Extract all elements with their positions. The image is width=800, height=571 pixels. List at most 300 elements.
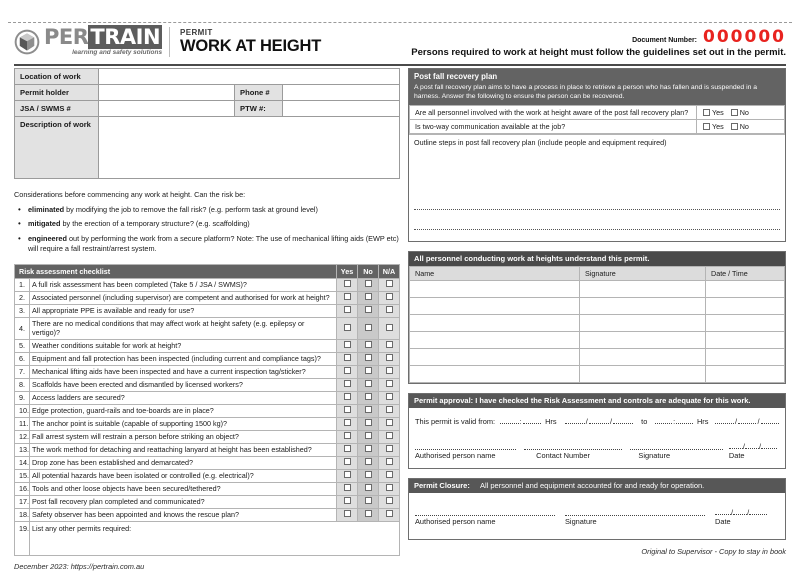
checklist-yes-cell — [337, 317, 358, 339]
checkbox-na[interactable] — [386, 432, 393, 439]
consideration-keyword: eliminated — [28, 204, 65, 214]
footer-left-text: December 2023: https://pertrain.com.au — [14, 561, 145, 571]
checkbox-no[interactable] — [365, 324, 372, 331]
checklist-na-cell — [379, 456, 400, 469]
checklist-yes-cell — [337, 352, 358, 365]
approval-signature-input[interactable] — [630, 441, 722, 450]
header-rule — [14, 64, 786, 66]
list-item — [14, 219, 400, 230]
checklist-item-number: 1. — [15, 278, 30, 291]
checklist-item-number: 8. — [15, 378, 30, 391]
personnel-signature-input[interactable] — [580, 314, 706, 331]
checklist-no-cell — [358, 482, 379, 495]
checklist-item-number: 17. — [15, 495, 30, 508]
checklist-item-text: Weather conditions suitable for work at height? — [30, 339, 337, 352]
checklist-item-text: Tools and other loose objects have been secured/tethered? — [30, 482, 337, 495]
checklist-no-cell — [358, 508, 379, 521]
checklist-row — [15, 317, 400, 339]
checklist-no-cell — [358, 304, 379, 317]
closure-date-day-input[interactable] — [715, 507, 731, 515]
checklist-na-cell — [379, 317, 400, 339]
checklist-item-number: 13. — [15, 443, 30, 456]
checkbox-yes[interactable] — [703, 109, 710, 116]
checklist-na-cell — [379, 352, 400, 365]
to-minute-input[interactable] — [676, 416, 693, 424]
permit-closure-subtitle: All personnel and equipment accounted for and ready for operation. — [479, 481, 705, 491]
checkbox-no[interactable] — [365, 367, 372, 374]
table-row — [410, 348, 785, 365]
checklist-yes-cell — [337, 378, 358, 391]
personnel-title: All personnel conducting work at heights understand this permit. — [409, 252, 785, 266]
checklist-row — [15, 469, 400, 482]
checkbox-yes[interactable] — [344, 471, 351, 478]
ptw-input[interactable] — [283, 101, 400, 117]
header-notice: Persons required to work at height must follow the guidelines set out in the permit. — [411, 47, 786, 58]
checklist-item-number: 5. — [15, 339, 30, 352]
checklist-row — [15, 278, 400, 291]
checkbox-yes[interactable] — [344, 406, 351, 413]
checklist-no-cell — [358, 430, 379, 443]
phone-input[interactable] — [283, 85, 400, 101]
checkbox-no[interactable] — [365, 280, 372, 287]
checklist-title: Risk assessment checklist — [15, 264, 337, 278]
approval-contact-caption: Contact Number — [536, 450, 590, 460]
table-row — [410, 105, 785, 119]
hrs-label-from: Hrs — [545, 416, 557, 426]
checklist-no-cell — [358, 443, 379, 456]
to-year-input[interactable] — [761, 416, 779, 424]
checkbox-yes[interactable] — [344, 458, 351, 465]
checkbox-yes[interactable] — [344, 341, 351, 348]
checklist-no-cell — [358, 291, 379, 304]
closure-name-caption: Authorised person name — [415, 516, 496, 526]
header-divider — [169, 27, 170, 57]
checklist-item-number: 10. — [15, 404, 30, 417]
approval-date-day-input[interactable] — [729, 441, 743, 449]
personnel-name-input[interactable] — [410, 365, 580, 382]
checklist-na-cell — [379, 443, 400, 456]
post-fall-header — [409, 69, 785, 105]
list-item — [14, 234, 400, 255]
checkbox-yes[interactable] — [344, 393, 351, 400]
approval-date-year-input[interactable] — [761, 441, 777, 449]
checklist-yes-cell — [337, 404, 358, 417]
checkbox-na[interactable] — [386, 380, 393, 387]
checklist-yes-cell — [337, 430, 358, 443]
checkbox-no[interactable] — [365, 458, 372, 465]
checkbox-na[interactable] — [386, 280, 393, 287]
permit-validity-row: This permit is valid from: : Hrs / / to : Hrs / / — [415, 416, 779, 426]
post-fall-title: Post fall recovery plan — [414, 72, 498, 81]
checkbox-yes[interactable] — [703, 123, 710, 130]
checklist-na-cell — [379, 469, 400, 482]
checklist-item-number: 11. — [15, 417, 30, 430]
permit-closure-title: Permit Closure: — [414, 481, 470, 491]
logo-word-train: TRAIN — [90, 25, 161, 50]
closure-date-caption: Date — [715, 516, 731, 526]
checklist-row — [15, 482, 400, 495]
checklist-no-cell — [358, 378, 379, 391]
checklist-row — [15, 404, 400, 417]
permit-approval-title: Permit approval: I have checked the Risk Assessment and controls are adequate for this work. — [409, 394, 785, 408]
checklist-no-cell — [358, 278, 379, 291]
personnel-datetime-input[interactable] — [706, 280, 785, 297]
checklist-na-cell — [379, 482, 400, 495]
personnel-datetime-input[interactable] — [706, 297, 785, 314]
post-fall-question-1: Are all personnel involved with the work at height aware of the post fall recovery plan? — [410, 105, 697, 119]
closure-name-input[interactable] — [415, 507, 555, 516]
checkbox-no[interactable] — [365, 510, 372, 517]
checklist-item-text: The anchor point is suitable (capable of supporting 1500 kg)? — [30, 417, 337, 430]
from-day-input[interactable] — [565, 416, 585, 424]
personnel-section — [408, 251, 786, 384]
checklist-row — [15, 456, 400, 469]
checkbox-yes[interactable] — [344, 419, 351, 426]
checklist-item-text: A full risk assessment has been completed (Take 5 / JSA / SWMS)? — [30, 278, 337, 291]
document-number-label: Document Number: — [632, 37, 698, 44]
checklist-item-number: 18. — [15, 508, 30, 521]
post-fall-description: A post fall recovery plan aims to have a process in place to retrieve a person who has fallen and is suspended in a harness. Answer the following to ensure the person can be recovered. — [414, 83, 758, 100]
checklist-item-text: All appropriate PPE is available and ready for use? — [30, 304, 337, 317]
from-month-input[interactable] — [589, 416, 609, 424]
checklist-row — [15, 339, 400, 352]
approval-date-month-input[interactable] — [745, 441, 759, 449]
checklist-item-text: Associated personnel (including supervisor) are competent and authorised for work at height? — [30, 291, 337, 304]
checkbox-no[interactable] — [731, 109, 738, 116]
from-minute-input[interactable] — [523, 416, 541, 424]
permit-holder-label: Permit holder — [15, 85, 99, 101]
checklist-item-text: Equipment and fall protection has been inspected (including current and compliance tags)? — [30, 352, 337, 365]
bullet-icon: • — [18, 204, 21, 214]
post-fall-question-2: Is two-way communication available at the job? — [410, 119, 697, 133]
checklist-yes-cell — [337, 469, 358, 482]
table-row — [15, 85, 400, 101]
personnel-header-row — [410, 266, 785, 280]
permit-closure-header — [409, 479, 785, 493]
description-of-work-label: Description of work — [15, 117, 99, 179]
checklist-na-cell — [379, 304, 400, 317]
checklist-row — [15, 352, 400, 365]
checkbox-no[interactable] — [365, 341, 372, 348]
personnel-datetime-input[interactable] — [706, 331, 785, 348]
checkbox-no[interactable] — [365, 354, 372, 361]
considerations-intro: Considerations before commencing any work at height. Can the risk be: — [14, 190, 246, 199]
checklist-na-cell — [379, 378, 400, 391]
checklist-na-cell — [379, 291, 400, 304]
checklist-na-cell — [379, 495, 400, 508]
checklist-na-cell — [379, 278, 400, 291]
document-number — [632, 27, 786, 47]
checklist-item-text: There are no medical conditions that may affect work at height safety (e.g. epilepsy or vertigo)? — [30, 317, 337, 339]
checkbox-no[interactable] — [731, 123, 738, 130]
post-fall-questions-table — [409, 105, 785, 134]
checkbox-no[interactable] — [365, 471, 372, 478]
hrs-label-to: Hrs — [696, 416, 709, 426]
personnel-name-input[interactable] — [410, 348, 580, 365]
personnel-name-input[interactable] — [410, 314, 580, 331]
checkbox-yes[interactable] — [344, 306, 351, 313]
yes-label-1: Yes — [712, 107, 724, 117]
checklist-yes-cell — [337, 482, 358, 495]
checkbox-na[interactable] — [386, 497, 393, 504]
checkbox-na[interactable] — [386, 419, 393, 426]
checklist-item-number: 15. — [15, 469, 30, 482]
checkbox-na[interactable] — [386, 445, 393, 452]
checklist-na-cell — [379, 404, 400, 417]
cube-logo-icon — [14, 29, 40, 55]
post-fall-outline-prompt: Outline steps in post fall recovery plan (include people and equipment required) — [414, 137, 667, 147]
to-month-input[interactable] — [738, 416, 756, 424]
to-day-input[interactable] — [715, 416, 733, 424]
to-label: to — [641, 416, 648, 426]
personnel-col-name: Name — [410, 266, 580, 280]
checkbox-yes[interactable] — [344, 280, 351, 287]
checklist-row — [15, 430, 400, 443]
personnel-name-input[interactable] — [410, 297, 580, 314]
checkbox-yes[interactable] — [344, 484, 351, 491]
page-title: WORK AT HEIGHT — [180, 37, 322, 55]
checklist-no-cell — [358, 391, 379, 404]
checkbox-na[interactable] — [386, 354, 393, 361]
approval-signature-caption: Signature — [638, 450, 671, 460]
checklist-item-text: Post fall recovery plan completed and communicated? — [30, 495, 337, 508]
checklist-item-text: Safety observer has been appointed and knows the rescue plan? — [30, 508, 337, 521]
bullet-icon: • — [18, 233, 21, 243]
consideration-keyword: mitigated — [28, 219, 61, 229]
checklist-na-cell — [379, 430, 400, 443]
checklist-no-cell — [358, 365, 379, 378]
personnel-table — [409, 266, 785, 383]
checkbox-no[interactable] — [365, 432, 372, 439]
logo-word-per: PER — [44, 25, 89, 50]
checkbox-yes[interactable] — [344, 354, 351, 361]
checklist-yes-cell — [337, 278, 358, 291]
checklist-no-cell — [358, 495, 379, 508]
checkbox-yes[interactable] — [344, 432, 351, 439]
location-of-work-input[interactable] — [99, 69, 400, 85]
checklist-na-cell — [379, 508, 400, 521]
checklist-no-cell — [358, 417, 379, 430]
closure-date-year-input[interactable] — [749, 507, 767, 515]
checkbox-no[interactable] — [365, 406, 372, 413]
checklist-no-cell — [358, 317, 379, 339]
checkbox-yes[interactable] — [344, 380, 351, 387]
trim-mark-top — [8, 22, 792, 23]
logo-tagline: learning and safety solutions — [72, 49, 163, 57]
checklist-item-text: All potential hazards have been isolated or controlled (e.g. electrical)? — [30, 469, 337, 482]
yes-label-2: Yes — [712, 121, 724, 131]
checklist-yes-cell — [337, 291, 358, 304]
closure-signature-caption: Signature — [565, 516, 597, 526]
checklist-row — [15, 304, 400, 317]
approval-date-caption: Date — [728, 450, 745, 460]
checklist-row — [15, 365, 400, 378]
checklist-yes-cell — [337, 495, 358, 508]
pertrain-logo — [14, 27, 162, 57]
writing-line — [414, 229, 780, 230]
closure-signature-input[interactable] — [565, 507, 705, 516]
checkbox-na[interactable] — [386, 510, 393, 517]
approval-name-caption: Authorised person name — [415, 450, 496, 460]
personnel-signature-input[interactable] — [580, 280, 706, 297]
location-of-work-label: Location of work — [15, 69, 99, 85]
approval-signature-row: Authorised person name Contact Number Signature / / Date — [415, 441, 779, 460]
from-year-input[interactable] — [613, 416, 633, 424]
permit-approval-section — [408, 393, 786, 469]
checkbox-no[interactable] — [365, 393, 372, 400]
checklist-no-cell — [358, 456, 379, 469]
checklist-item-text: Drop zone has been established and demarcated? — [30, 456, 337, 469]
checklist-yes-cell — [337, 339, 358, 352]
checklist-na-cell — [379, 391, 400, 404]
checkbox-no[interactable] — [365, 306, 372, 313]
checkbox-yes[interactable] — [344, 497, 351, 504]
checklist-yes-cell — [337, 508, 358, 521]
personnel-datetime-input[interactable] — [706, 365, 785, 382]
writing-line — [414, 209, 780, 210]
table-row — [15, 101, 400, 117]
personnel-col-signature: Signature — [580, 266, 706, 280]
checkbox-na[interactable] — [386, 406, 393, 413]
checklist-item-number: 6. — [15, 352, 30, 365]
checklist-item-number: 16. — [15, 482, 30, 495]
personnel-signature-input[interactable] — [580, 365, 706, 382]
checklist-item-text: Mechanical lifting aids have been inspected and have a current inspection tag/sticker? — [30, 365, 337, 378]
ptw-label: PTW #: — [235, 101, 283, 117]
checklist-col-yes: Yes — [337, 264, 358, 278]
checklist-item-number: 3. — [15, 304, 30, 317]
checklist-item-text: Fall arrest system will restrain a person before striking an object? — [30, 430, 337, 443]
checklist-no-cell — [358, 352, 379, 365]
permit-kicker: PERMIT — [180, 28, 213, 37]
personnel-signature-input[interactable] — [580, 331, 706, 348]
table-row — [410, 365, 785, 382]
checkbox-yes[interactable] — [344, 445, 351, 452]
closure-signature-row: Authorised person name Signature / / Date — [415, 507, 779, 526]
personnel-datetime-input[interactable] — [706, 314, 785, 331]
description-of-work-input[interactable] — [99, 117, 400, 179]
page-header — [14, 27, 786, 63]
checklist-no-cell — [358, 469, 379, 482]
no-label-1: No — [739, 107, 749, 117]
from-hour-input[interactable] — [500, 416, 518, 424]
table-row — [15, 69, 400, 85]
checkbox-no[interactable] — [365, 497, 372, 504]
checkbox-no[interactable] — [365, 445, 372, 452]
table-row — [410, 297, 785, 314]
checkbox-yes[interactable] — [344, 324, 351, 331]
consideration-keyword: engineered — [28, 233, 67, 243]
personnel-datetime-input[interactable] — [706, 348, 785, 365]
considerations-block — [14, 190, 400, 255]
checklist-header-row — [15, 264, 400, 278]
checklist-row — [15, 378, 400, 391]
checkbox-na[interactable] — [386, 324, 393, 331]
checklist-row — [15, 495, 400, 508]
personnel-signature-input[interactable] — [580, 348, 706, 365]
personnel-signature-input[interactable] — [580, 297, 706, 314]
document-number-value: 000000 — [703, 27, 786, 47]
checklist-item-text: Scaffolds have been erected and dismantled by licensed workers? — [30, 378, 337, 391]
checklist-row — [15, 443, 400, 456]
jsa-swms-label: JSA / SWMS # — [15, 101, 99, 117]
post-fall-recovery-section — [408, 68, 786, 242]
checklist-item-text: The work method for detaching and reattaching lanyard at height has been established? — [30, 443, 337, 456]
checkbox-na[interactable] — [386, 484, 393, 491]
work-details-table — [14, 68, 400, 179]
table-row — [410, 280, 785, 297]
approval-name-input[interactable] — [415, 441, 516, 450]
checklist-yes-cell — [337, 391, 358, 404]
table-row — [410, 331, 785, 348]
table-row — [410, 119, 785, 133]
checklist-col-na: N/A — [379, 264, 400, 278]
right-column — [408, 68, 786, 556]
checkbox-na[interactable] — [386, 393, 393, 400]
personnel-col-datetime: Date / Time — [706, 266, 785, 280]
checklist-yes-cell — [337, 304, 358, 317]
checklist-item-number: 7. — [15, 365, 30, 378]
post-fall-answer-1 — [697, 105, 785, 119]
jsa-swms-input[interactable] — [99, 101, 235, 117]
checklist-col-no: No — [358, 264, 379, 278]
checkbox-no[interactable] — [365, 484, 372, 491]
checklist-item-number: 14. — [15, 456, 30, 469]
checkbox-na[interactable] — [386, 306, 393, 313]
consideration-text: by modifying the job to remove the fall risk? (e.g. perform task at ground level) — [64, 204, 318, 214]
checklist-item-number: 4. — [15, 317, 30, 339]
checkbox-yes[interactable] — [344, 510, 351, 517]
checkbox-yes[interactable] — [344, 367, 351, 374]
checklist-row — [15, 508, 400, 521]
checklist-yes-cell — [337, 417, 358, 430]
checklist-row — [15, 291, 400, 304]
checklist-open-row — [15, 521, 400, 555]
to-hour-input[interactable] — [655, 416, 672, 424]
checklist-yes-cell — [337, 365, 358, 378]
approval-contact-input[interactable] — [524, 441, 622, 450]
left-column — [14, 68, 400, 571]
personnel-name-input[interactable] — [410, 280, 580, 297]
checkbox-na[interactable] — [386, 367, 393, 374]
checkbox-na[interactable] — [386, 471, 393, 478]
checklist-item-number: 12. — [15, 430, 30, 443]
consideration-text: out by performing the work from a secure platform? Note: The use of mechanical lifting aids (EWP etc) will require a fall restraint/arrest system. — [28, 233, 399, 254]
checklist-yes-cell — [337, 443, 358, 456]
checkbox-na[interactable] — [386, 341, 393, 348]
checkbox-no[interactable] — [365, 380, 372, 387]
no-label-2: No — [739, 121, 749, 131]
checkbox-na[interactable] — [386, 293, 393, 300]
checklist-na-cell — [379, 339, 400, 352]
checkbox-no[interactable] — [365, 419, 372, 426]
checklist-table — [14, 264, 400, 556]
checkbox-yes[interactable] — [344, 293, 351, 300]
checkbox-no[interactable] — [365, 293, 372, 300]
list-item — [14, 205, 400, 216]
checklist-no-cell — [358, 404, 379, 417]
personnel-name-input[interactable] — [410, 331, 580, 348]
checklist-item-number: 2. — [15, 291, 30, 304]
post-fall-answer-2 — [697, 119, 785, 133]
checkbox-na[interactable] — [386, 458, 393, 465]
footer-right-text: Original to Supervisor - Copy to stay in book — [641, 546, 786, 556]
post-fall-outline-input[interactable] — [409, 134, 785, 241]
permit-holder-input[interactable] — [99, 85, 235, 101]
other-permits-input[interactable]: List any other permits required: — [30, 521, 400, 555]
checklist-row — [15, 417, 400, 430]
closure-date-month-input[interactable] — [733, 507, 747, 515]
